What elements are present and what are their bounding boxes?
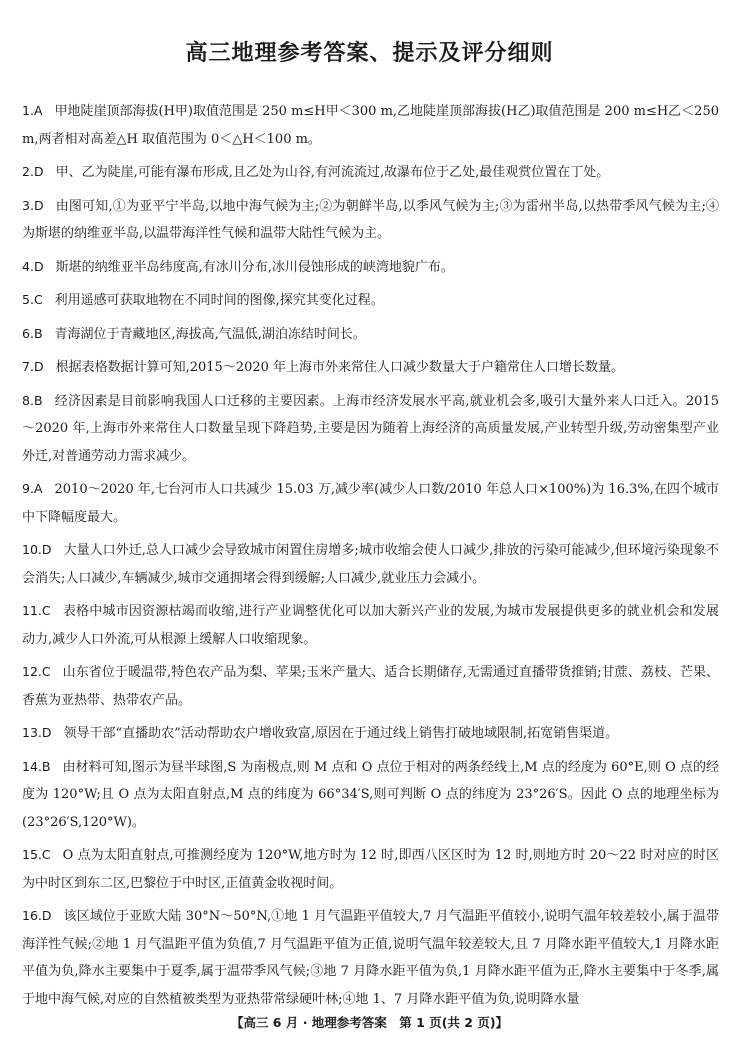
answer-item [22, 320, 719, 349]
question-number: 2. [22, 164, 34, 179]
answer-item [22, 753, 719, 837]
answer-item [22, 253, 719, 282]
question-number: 10. [22, 542, 42, 557]
answer-letter: D [33, 258, 44, 274]
explanation-text: O 点为太阳直射点,可推测经度为 120°W,地方时为 12 时,即西八区区时为 12 时,则地方时 20～22 时对应的时区为中时区到东二区,巴黎位于中时区,正值黄金收视时间。 [22, 848, 719, 891]
explanation-text: 该区域位于亚欧大陆 30°N～50°N,①地 1 月气温距平值较大,7 月气温距平值较小,说明气温年较差较小,属于温带海洋性气候;②地 1 月气温距平值为负值,7 月气温距平值为正值,说明气温年较差较大,且 7 月降水距平值较大,1 月降水距平值为负,降水主要集中于夏季,属于温带季风气候;③地 7 月降水距平值为负,1 月降水距平值为正,降水主要集中于冬季,属于地中海气候,对应的自然植被类型为亚热带常绿硬叶林;④地 1、7 月降水距平值为负,说明降水量 [22, 909, 719, 1007]
answer-item [22, 353, 719, 382]
question-number: 4. [22, 258, 34, 274]
answer-list [22, 97, 719, 1018]
answer-letter: D [41, 725, 52, 740]
page-title: 高三地理参考答案、提示及评分细则 [185, 41, 554, 66]
answer-letter: B [33, 325, 43, 341]
question-number: 5. [22, 292, 34, 307]
answer-letter: D [41, 542, 52, 557]
answer-letter: A [33, 103, 43, 118]
answer-letter: A [33, 481, 43, 496]
answer-letter: C [41, 847, 51, 862]
explanation-text: 根据表格数据计算可知,2015～2020 年上海市外来常住人口减少数量大于户籍常住人口增长数量。 [55, 360, 625, 375]
question-number: 1. [22, 103, 34, 118]
explanation-text: 大量人口外迁,总人口减少会导致城市闲置住房增多;城市收缩会使人口减少,排放的污染可能减少,但环境污染现象不会消失;人口减少,车辆减少,城市交通拥堵会得到缓解;人口减少,就业压力会减小。 [22, 543, 719, 586]
question-number: 13. [22, 725, 42, 740]
question-number: 12. [22, 664, 42, 679]
explanation-text: 青海湖位于青藏地区,海拔高,气温低,湖泊冻结时间长。 [54, 326, 366, 342]
answer-item [22, 597, 719, 653]
answer-letter: D [33, 197, 44, 213]
question-number: 11. [22, 603, 42, 618]
answer-item [22, 97, 719, 153]
explanation-text: 经济因素是目前影响我国人口迁移的主要因素。上海市经济发展水平高,就业机会多,吸引大量外来人口迁入。2015～2020 年,上海市外来常住人口数量呈现下降趋势,主要是因为随着上海经济的高质量发展,产业转型升级,劳动密集型产业外迁,对普通劳动力需求减少。 [22, 393, 719, 464]
explanation-text: 山东省位于暖温带,特色农产品为梨、苹果;玉米产量大、适合长期储存,无需通过直播带货推销;甘蔗、荔枝、芒果、香蕉为亚热带、热带农产品。 [22, 665, 719, 708]
question-number: 7. [22, 359, 34, 374]
explanation-text: 甲、乙为陡崖,可能有瀑布形成,且乙处为山谷,有河流流过,故瀑布位于乙处,最佳观赏位置在丁处。 [55, 165, 610, 180]
answer-letter: B [33, 392, 43, 408]
answer-letter: C [41, 664, 51, 679]
answer-letter: D [33, 164, 44, 179]
answer-item [22, 841, 719, 897]
answer-item [22, 719, 719, 748]
question-number: 6. [22, 325, 34, 341]
question-number: 16. [22, 908, 42, 923]
page-footer: 【高三 6 月 · 地理参考答案 第 1 页(共 2 页)】 [230, 1015, 509, 1030]
answer-item [22, 387, 719, 471]
explanation-text: 由图可知,①为亚平宁半岛,以地中海气候为主;②为朝鲜半岛,以季风气候为主;③为雷州半岛,以热带季风气候为主;④为斯堪的纳维亚半岛,以温带海洋性气候和温带大陆性气候为主。 [22, 198, 719, 241]
explanation-text: 表格中城市因资源枯竭而收缩,进行产业调整优化可以加大新兴产业的发展,为城市发展提供更多的就业机会和发展动力,减少人口外流,可从根源上缓解人口收缩现象。 [22, 604, 719, 647]
question-number: 15. [22, 847, 42, 862]
explanation-text: 利用遥感可获取地物在不同时间的图像,探究其变化过程。 [54, 293, 384, 308]
answer-item [22, 536, 719, 592]
answer-letter: D [33, 359, 44, 374]
answer-letter: B [41, 758, 51, 774]
explanation-text: 2010～2020 年,七台河市人口共减少 15.03 万,减少率(减少人口数/2010 年总人口×100%)为 16.3%,在四个城市中下降幅度最大。 [22, 482, 719, 525]
question-number: 3. [22, 197, 34, 213]
question-number: 9. [22, 481, 34, 496]
explanation-text: 由材料可知,图示为昼半球图,S 为南极点,则 M 点和 O 点位于相对的两条经线上,M 点的经度为 60°E,则 O 点的经度为 120°W;且 O 点为太阳直射点,M 点的纬度为 66°34′S,则可判断 O 点的纬度为 23°26′S。因此 O 点的地理坐标为(23°26′S,120°W)。 [22, 759, 719, 830]
answer-item [22, 286, 719, 315]
question-number: 14. [22, 758, 42, 774]
answer-letter: C [41, 603, 51, 618]
answer-letter: D [41, 908, 52, 923]
question-number: 8. [22, 392, 34, 408]
answer-item [22, 902, 719, 1013]
answer-letter: C [33, 292, 43, 307]
answer-item [22, 658, 719, 714]
answer-item [22, 475, 719, 531]
answer-item [22, 192, 719, 248]
answer-item [22, 158, 719, 187]
explanation-text: 斯堪的纳维亚半岛纬度高,有冰川分布,冰川侵蚀形成的峡湾地貌广布。 [55, 259, 454, 275]
explanation-text: 领导干部“直播助农”活动帮助农户增收致富,原因在于通过线上销售打破地域限制,拓宽销售渠道。 [63, 726, 619, 741]
explanation-text: 甲地陡崖顶部海拔(H甲)取值范围是 250 m≤H甲＜300 m,乙地陡崖顶部海拔(H乙)取值范围是 200 m≤H乙＜250 m,两者相对高差△H 取值范围为 0＜△H＜100 m。 [22, 104, 719, 147]
